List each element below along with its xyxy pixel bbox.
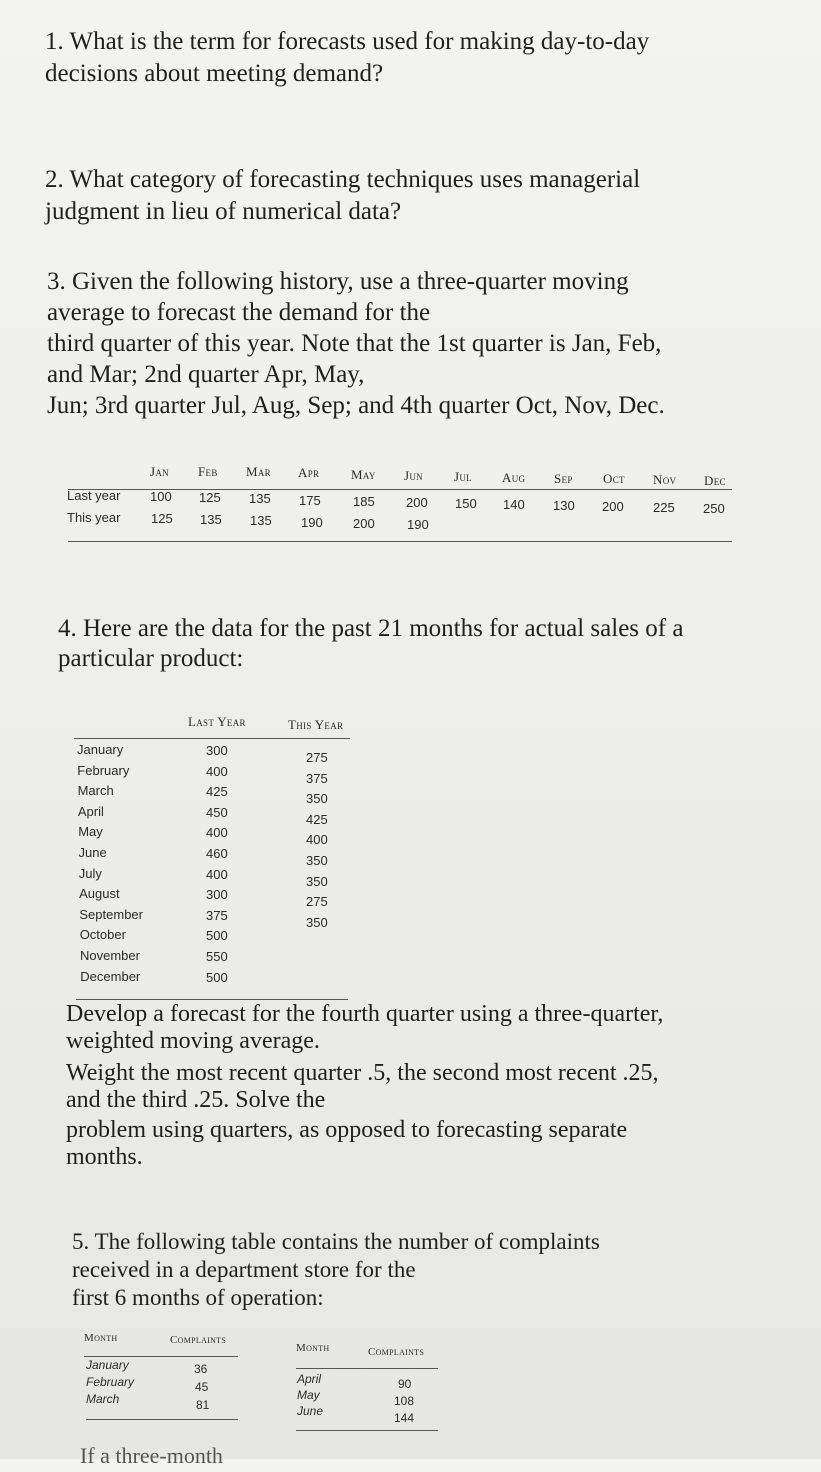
header-last-year: Last Year bbox=[188, 714, 246, 729]
question-4-task-line: weighted moving average. bbox=[66, 1028, 320, 1054]
month-label: June bbox=[78, 845, 107, 860]
month-header-jan: Jan bbox=[150, 464, 169, 479]
question-5-line: first 6 months of operation: bbox=[72, 1285, 324, 1310]
month-header-mar: Mar bbox=[246, 464, 271, 479]
table-header-rule bbox=[296, 1368, 438, 1369]
month-header-oct: Oct bbox=[603, 471, 625, 486]
question-5-cutoff-text: If a three-month bbox=[80, 1443, 223, 1468]
month-label: August bbox=[79, 886, 120, 901]
last-year-value: 175 bbox=[299, 493, 321, 508]
this-year-value: 125 bbox=[151, 511, 173, 526]
complaints-value: 108 bbox=[394, 1394, 415, 1408]
last-year-value: 130 bbox=[553, 498, 575, 513]
header-month: Month bbox=[296, 1342, 330, 1354]
this-year-value: 350 bbox=[306, 853, 328, 868]
last-year-value: 135 bbox=[249, 491, 271, 506]
this-year-value: 275 bbox=[306, 894, 328, 909]
question-3-line: Jun; 3rd quarter Jul, Aug, Sep; and 4th quarter Oct, Nov, Dec. bbox=[47, 392, 665, 419]
complaints-value: 144 bbox=[394, 1411, 415, 1425]
month-header-feb: Feb bbox=[198, 464, 218, 479]
month-header-jun: Jun bbox=[404, 468, 423, 483]
month-label: January bbox=[86, 1358, 129, 1372]
month-header-apr: Apr bbox=[298, 465, 320, 480]
last-year-value: 125 bbox=[199, 490, 221, 505]
question-4-task-line: problem using quarters, as opposed to forecasting separate bbox=[66, 1117, 628, 1143]
question-5-line: received in a department store for the bbox=[72, 1257, 416, 1282]
question-2-line: 2. What category of forecasting techniques uses managerial bbox=[45, 166, 641, 193]
last-year-value: 200 bbox=[406, 495, 428, 510]
complaints-value: 36 bbox=[194, 1362, 208, 1376]
month-header-aug: Aug bbox=[502, 470, 526, 485]
table-bottom-rule bbox=[68, 541, 732, 542]
question-3-line: 3. Given the following history, use a three-quarter moving bbox=[47, 268, 629, 295]
last-year-value: 225 bbox=[653, 500, 675, 515]
month-label: March bbox=[86, 1392, 120, 1406]
header-complaints: Complaints bbox=[368, 1346, 425, 1358]
question-4-task-line: Develop a forecast for the fourth quarter using a three-quarter, bbox=[66, 1001, 664, 1027]
last-year-value: 185 bbox=[353, 494, 375, 509]
question-3-line: and Mar; 2nd quarter Apr, May, bbox=[47, 361, 365, 388]
month-header-nov: Nov bbox=[653, 472, 677, 487]
complaints-value: 45 bbox=[195, 1380, 209, 1394]
last-year-value: 200 bbox=[602, 499, 624, 514]
last-year-value: 400 bbox=[206, 825, 228, 840]
month-label: September bbox=[79, 907, 143, 922]
last-year-value: 460 bbox=[206, 846, 228, 861]
last-year-value: 425 bbox=[206, 784, 228, 799]
this-year-value: 400 bbox=[306, 832, 328, 847]
this-year-value: 350 bbox=[306, 915, 328, 930]
last-year-value: 375 bbox=[206, 908, 228, 923]
this-year-value: 350 bbox=[306, 874, 328, 889]
last-year-value: 450 bbox=[206, 805, 228, 820]
this-year-value: 190 bbox=[407, 517, 429, 532]
header-complaints: Complaints bbox=[170, 1334, 227, 1346]
this-year-value: 425 bbox=[306, 812, 328, 827]
month-label: June bbox=[297, 1404, 324, 1418]
question-4-task-line: Weight the most recent quarter .5, the second most recent .25, bbox=[66, 1060, 659, 1086]
table-bottom-rule bbox=[76, 999, 348, 1000]
this-year-value: 350 bbox=[306, 791, 328, 806]
last-year-value: 140 bbox=[503, 497, 525, 512]
month-header-may: May bbox=[351, 467, 376, 482]
last-year-value: 300 bbox=[206, 743, 228, 758]
month-label: February bbox=[77, 763, 130, 778]
month-label: November bbox=[80, 948, 140, 963]
month-label: April bbox=[297, 1372, 322, 1386]
month-header-sep: Sep bbox=[554, 471, 573, 486]
question-5-line: 5. The following table contains the number of complaints bbox=[72, 1229, 600, 1254]
month-label: March bbox=[77, 783, 114, 798]
this-year-value: 200 bbox=[353, 516, 375, 531]
question-3-line: third quarter of this year. Note that the 1st quarter is Jan, Feb, bbox=[47, 330, 662, 357]
complaints-value: 81 bbox=[196, 1398, 210, 1412]
row-label-last-year: Last year bbox=[67, 488, 121, 503]
month-header-jul: Jul bbox=[454, 469, 472, 484]
last-year-value: 100 bbox=[150, 489, 172, 504]
month-label: May bbox=[297, 1388, 320, 1402]
this-year-value: 375 bbox=[306, 771, 328, 786]
question-4-line: 4. Here are the data for the past 21 months for actual sales of a bbox=[58, 615, 684, 642]
last-year-value: 250 bbox=[703, 501, 725, 516]
complaints-value: 90 bbox=[398, 1377, 412, 1391]
last-year-value: 400 bbox=[206, 764, 228, 779]
question-4-task-line: and the third .25. Solve the bbox=[66, 1087, 326, 1113]
question-4-line: particular product: bbox=[58, 645, 244, 672]
last-year-value: 150 bbox=[455, 496, 477, 511]
month-label: December bbox=[80, 969, 141, 984]
last-year-value: 500 bbox=[206, 970, 228, 985]
last-year-value: 400 bbox=[206, 867, 228, 882]
table-header-rule bbox=[74, 738, 350, 739]
month-label: April bbox=[77, 804, 104, 819]
month-label: January bbox=[77, 742, 124, 757]
demand-history-table bbox=[0, 0, 821, 560]
last-year-value: 500 bbox=[206, 928, 228, 943]
row-label-this-year: This year bbox=[67, 510, 121, 525]
question-3-line: average to forecast the demand for the bbox=[47, 299, 431, 326]
month-header-dec: Dec bbox=[704, 473, 726, 488]
month-label: July bbox=[78, 866, 102, 881]
header-this-year: This Year bbox=[288, 717, 344, 732]
question-5-intro bbox=[72, 1228, 600, 1312]
question-1-line: decisions about meeting demand? bbox=[45, 60, 384, 87]
last-year-value: 550 bbox=[206, 949, 228, 964]
this-year-value: 275 bbox=[306, 750, 328, 765]
this-year-value: 135 bbox=[250, 513, 272, 528]
question-1-line: 1. What is the term for forecasts used for making day-to-day bbox=[45, 28, 650, 55]
header-month: Month bbox=[84, 1332, 118, 1344]
table-header-rule bbox=[84, 1356, 238, 1357]
question-4-task bbox=[66, 1001, 663, 1171]
this-year-value: 135 bbox=[200, 512, 222, 527]
month-label: October bbox=[79, 927, 126, 942]
month-label: May bbox=[78, 824, 103, 839]
table-bottom-rule bbox=[86, 1419, 238, 1420]
month-label: February bbox=[86, 1375, 135, 1389]
this-year-value: 190 bbox=[301, 515, 323, 530]
table-bottom-rule bbox=[296, 1430, 438, 1431]
last-year-value: 300 bbox=[206, 887, 228, 902]
question-2-line: judgment in lieu of numerical data? bbox=[45, 198, 402, 225]
question-4-intro bbox=[58, 614, 683, 674]
question-4-task-line: months. bbox=[66, 1144, 143, 1170]
